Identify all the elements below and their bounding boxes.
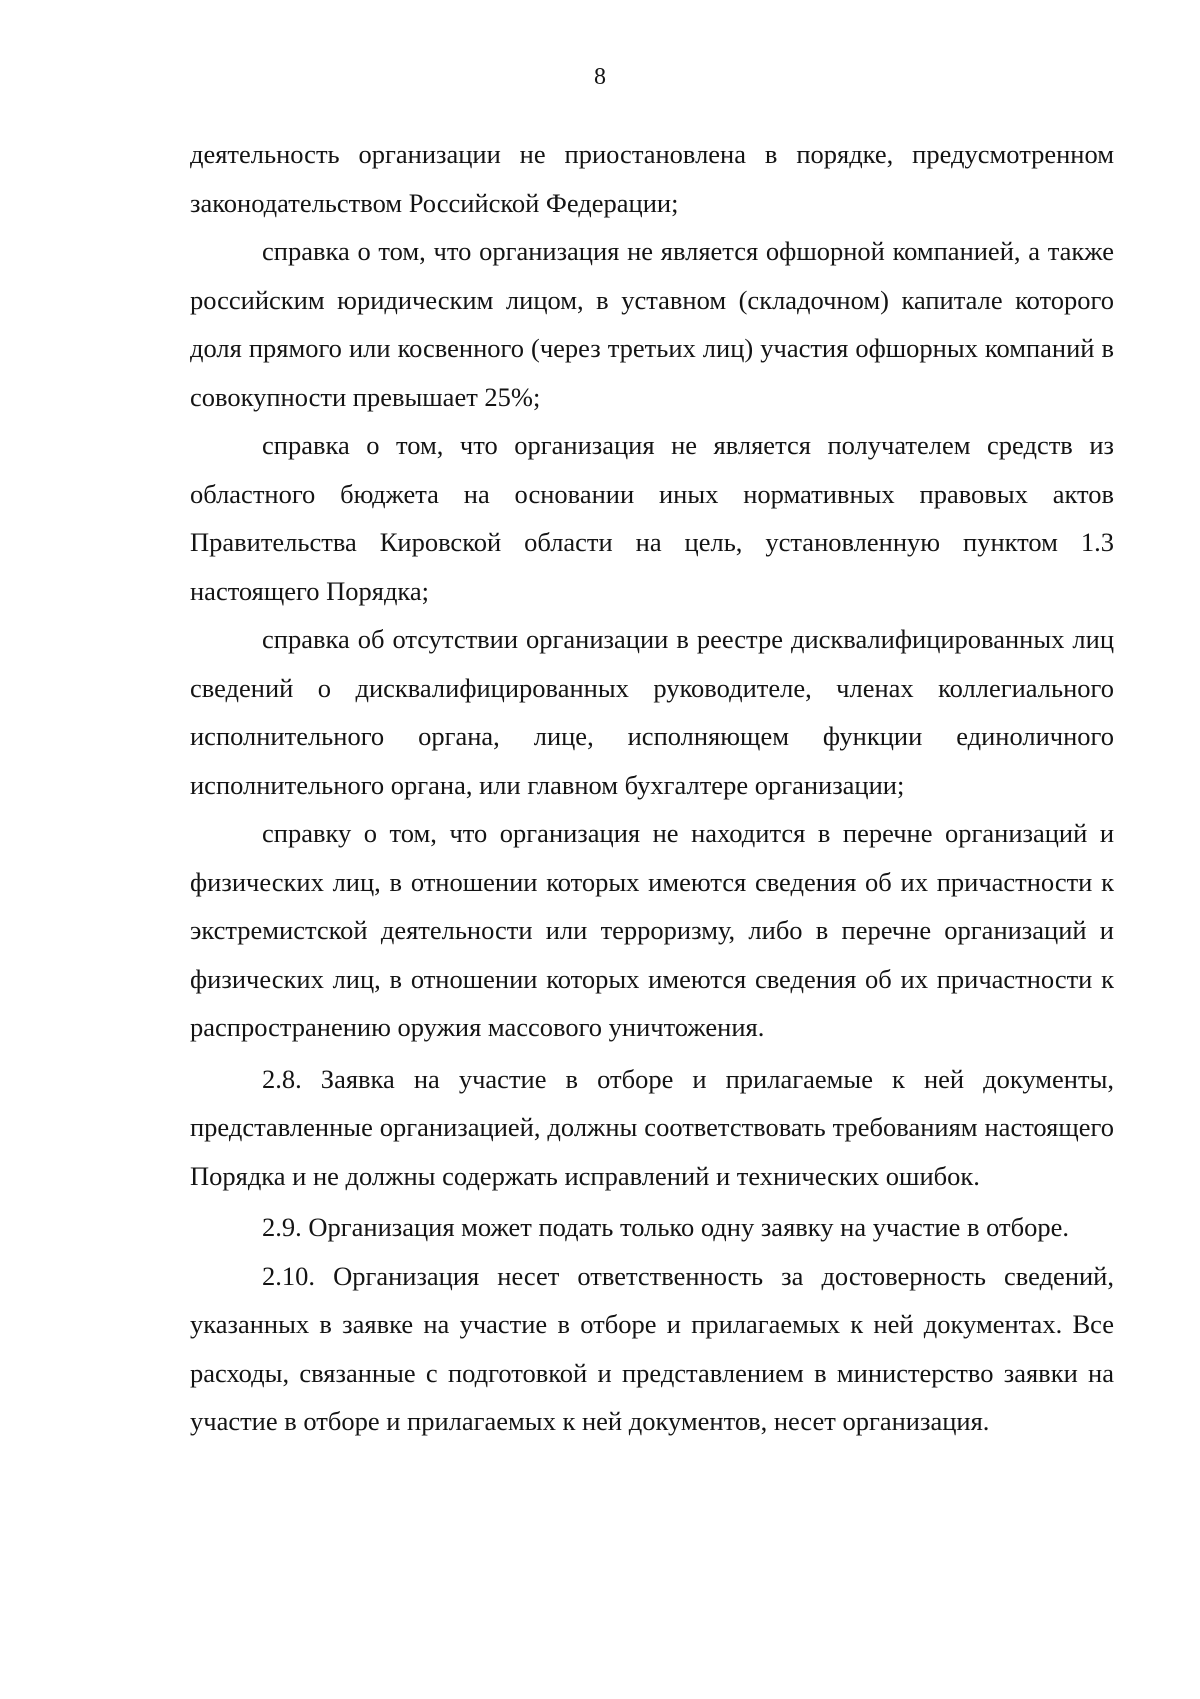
- paragraph-continuation: деятельность организации не приостановлена в порядке, предусмотренном законодательством Российской Федерации;: [190, 139, 1114, 218]
- paragraph-disqualified-registry: справка об отсутствии организации в реестре дисквалифицированных лиц сведений о дисквалифицированных руководителе, членах коллегиального исполнительного органа, лице, исполняющем функции единоличного исполнительного органа, или главном бухгалтере организации;: [190, 624, 1114, 800]
- paragraph-offshore-certificate: справка о том, что организация не является офшорной компанией, а также российским юридическим лицом, в уставном (складочном) капитале которого доля прямого или косвенного (через третьих лиц) участия офшорных компаний в совокупности превышает 25%;: [190, 236, 1114, 412]
- paragraph-extremism-certificate: справку о том, что организация не находится в перечне организаций и физических лиц, в отношении которых имеются сведения об их причастности к экстремистской деятельности или терроризму, либо в перечне организаций и физических лиц, в отношении которых имеются сведения об их причастности к распространению оружия массового уничтожения.: [190, 818, 1114, 1042]
- document-body: [190, 130, 1114, 1446]
- page-number: 8: [594, 64, 606, 90]
- paragraph-budget-certificate: справка о том, что организация не является получателем средств из областного бюджета на основании иных нормативных правовых актов Правительства Кировской области на цель, установленную пунктом 1.3 настоящего Порядка;: [190, 430, 1114, 606]
- paragraph-2-8: 2.8. Заявка на участие в отборе и прилагаемые к ней документы, представленные организацией, должны соответствовать требованиям настоящего Порядка и не должны содержать исправлений и технических ошибок.: [190, 1063, 1114, 1191]
- paragraph-2-9: 2.9. Организация может подать только одну заявку на участие в отборе.: [262, 1212, 1069, 1242]
- paragraph-2-10: 2.10. Организация несет ответственность за достоверность сведений, указанных в заявке на участие в отборе и прилагаемых к ней документах. Все расходы, связанные с подготовкой и представлением в министерство заявки на участие в отборе и прилагаемых к ней документов, несет организация.: [190, 1260, 1114, 1436]
